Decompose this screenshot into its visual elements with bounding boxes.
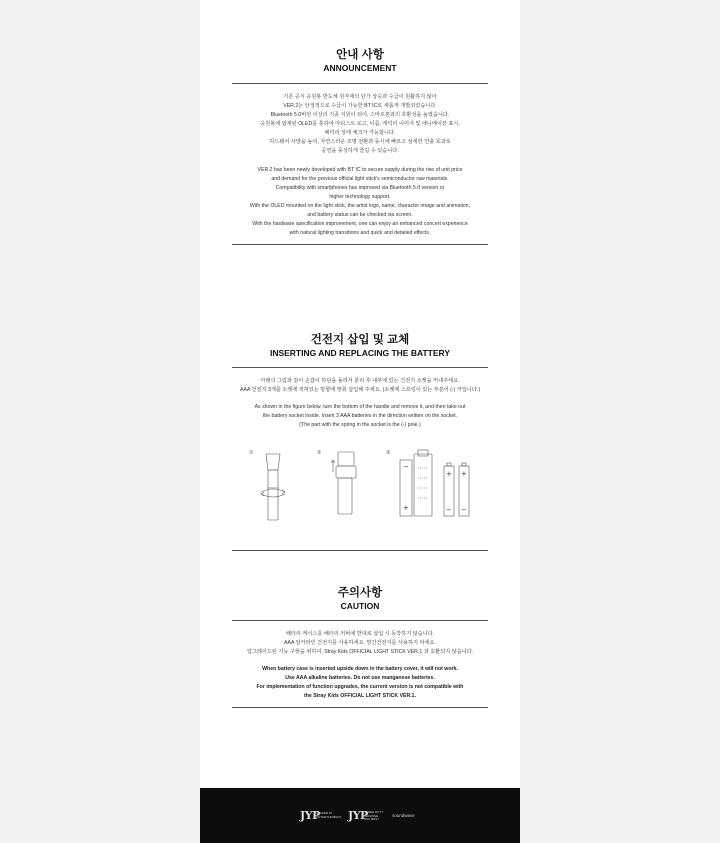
light-stick-handle-icon: [268, 470, 278, 520]
text-line: the battery socket inside. Insert 3 AAA batteries in the direction written on the socket.: [262, 413, 458, 419]
text-line: As shown in the figure below, turn the bottom of the handle and remove it, and then take out: [254, 404, 466, 410]
divider: [232, 707, 488, 708]
footer: [200, 788, 520, 843]
text-line: Bluetooth 5.0버전 이상의 기종 지원이 되어, 스마트폰과의 호환성을 높였습니다.: [270, 112, 450, 118]
text-line: For implementation of function upgrades, the current version is not compatible with: [256, 684, 464, 690]
text-line: higher technology support.: [329, 194, 391, 200]
plus-label: +: [446, 470, 452, 478]
text-line: with natural lighting transitions and quick and detailed effects.: [289, 230, 431, 236]
soundwave-logo: soundwave: [392, 813, 415, 818]
text-line: Use AAA alkaline batteries. Do not use manganese batteries.: [285, 675, 435, 681]
text-line: AAA 건전지 3개를 소켓에 적혀있는 방향에 맞춰 삽입해 주세요. (소켓에 스프링이 있는 부분이 (-) 극입니다.): [239, 387, 481, 393]
text-line: 아래의 그림과 같이 손잡이 하단을 돌려서 분리 후 내부에 있는 건전지 소켓을 꺼내주세요.: [260, 378, 460, 384]
announcement-section: [232, 48, 488, 245]
battery-steps-drawing: [232, 448, 488, 528]
battery-illustration: [232, 448, 488, 528]
battery-title-en: INSERTING AND REPLACING THE BATTERY: [269, 348, 451, 358]
text-line: With the OLED mounted on the light stick, the artist logo, name, character image and animation,: [249, 203, 471, 209]
caution-title-ko: 주의사항: [337, 587, 383, 599]
text-line: 배터리 상태 체크가 가능합니다.: [324, 130, 396, 136]
divider: [232, 550, 488, 551]
light-stick-head-icon: [266, 454, 280, 470]
minus-label: −: [446, 506, 452, 514]
tagline-text: DEFENSE: [364, 813, 379, 818]
caution-title-en: CAUTION: [340, 601, 380, 611]
minus-label: −: [461, 506, 467, 514]
jyp-logo: JYP: [300, 809, 320, 822]
divider: [232, 83, 488, 84]
announcement-en-text: [232, 166, 488, 238]
step-number: ③: [386, 450, 391, 456]
plus-label: +: [403, 504, 409, 512]
tagline-text: ENTERTAINMENT: [316, 814, 342, 819]
text-line: (The part with the spring in the socket is the (-) pole.): [299, 422, 421, 428]
text-line: VER.2는 안정적으로 수급이 가능한 BT IC로 새롭게 개발되었습니다.: [283, 103, 437, 109]
text-line: With the hardware specification improvement, one can enjoy an enhanced concert experience: [252, 221, 468, 227]
announcement-ko-text: [232, 93, 488, 156]
divider: [232, 244, 488, 245]
step-number: ①: [249, 450, 254, 456]
text-line: 배터리 케이스를 배터리 커버에 반대로 삽입 시 동작하지 않습니다.: [285, 631, 435, 637]
announcement-title-ko: 안내 사항: [336, 49, 384, 61]
text-line: the Stray Kids OFFICIAL LIGHT STICK VER.1.: [303, 693, 417, 699]
jyp-logo-2: JYP: [348, 809, 368, 822]
step-number: ②: [317, 450, 322, 456]
divider: [232, 367, 488, 368]
battery-section: [232, 333, 488, 430]
page-content: [200, 0, 520, 843]
tagline-text: THREE DUTY: [364, 810, 384, 814]
battery-title-ko: 건전지 삽입 및 교체: [310, 334, 410, 346]
text-line: AAA 알카라인 건전지를 사용하세요. 망간건전지를 사용하지 마세요.: [284, 640, 436, 646]
text-line: 응원봉에 탑재된 OLED를 통하여 아티스트 로고, 이름, 캐릭터 이미지 및 애니메이션 표시,: [260, 121, 460, 127]
text-line: 공연을 풍성하게 즐길 수 있습니다.: [321, 148, 399, 154]
jyp-tagline: [316, 812, 341, 819]
caution-section: [232, 586, 488, 708]
text-line: Compatibility with smartphones has improved via Bluetooth 5.0 version or: [275, 185, 445, 191]
battery-en-text: [232, 403, 488, 430]
text-line: and demand for the previous official light stick's semiconductor raw materials.: [271, 176, 449, 182]
text-line: 기존 공식 응원봉 반도체 원자재의 단가 상승과 수급이 원활하지 않아: [283, 94, 437, 100]
caution-en-text: [232, 665, 488, 701]
battery-socket-icon: [414, 454, 432, 516]
text-line: and battery status can be checked via screen.: [307, 212, 413, 218]
minus-label: −: [403, 463, 409, 471]
plus-label: +: [461, 470, 467, 478]
text-line: When battery case is inserted upside down in the battery cover, it will not work.: [262, 666, 458, 672]
battery-ko-text: [232, 377, 488, 395]
text-line: VER.2 has been newly developed with BT IC to secure supply during the rise of unit price: [257, 167, 463, 173]
rotate-arrow-icon: [261, 489, 285, 492]
tagline-text: AND BEST: [364, 817, 380, 821]
text-line: 하드웨어 사양을 높여, 자연스러운 조명 전환과 동시에 빠르고 섬세한 연출 효과로: [269, 139, 451, 145]
text-line: 업그레이드된 기능 구현을 위하여, Stray Kids OFFICIAL LIGHT STICK VER.1 과 호환되지 않습니다.: [246, 649, 474, 655]
tagline-text: LEADER IN: [316, 811, 332, 815]
caution-ko-text: [232, 630, 488, 657]
battery-socket-icon: [338, 452, 354, 466]
announcement-title-en: ANNOUNCEMENT: [323, 63, 397, 73]
divider: [232, 620, 488, 621]
jyp-tagline-2: [364, 811, 383, 822]
